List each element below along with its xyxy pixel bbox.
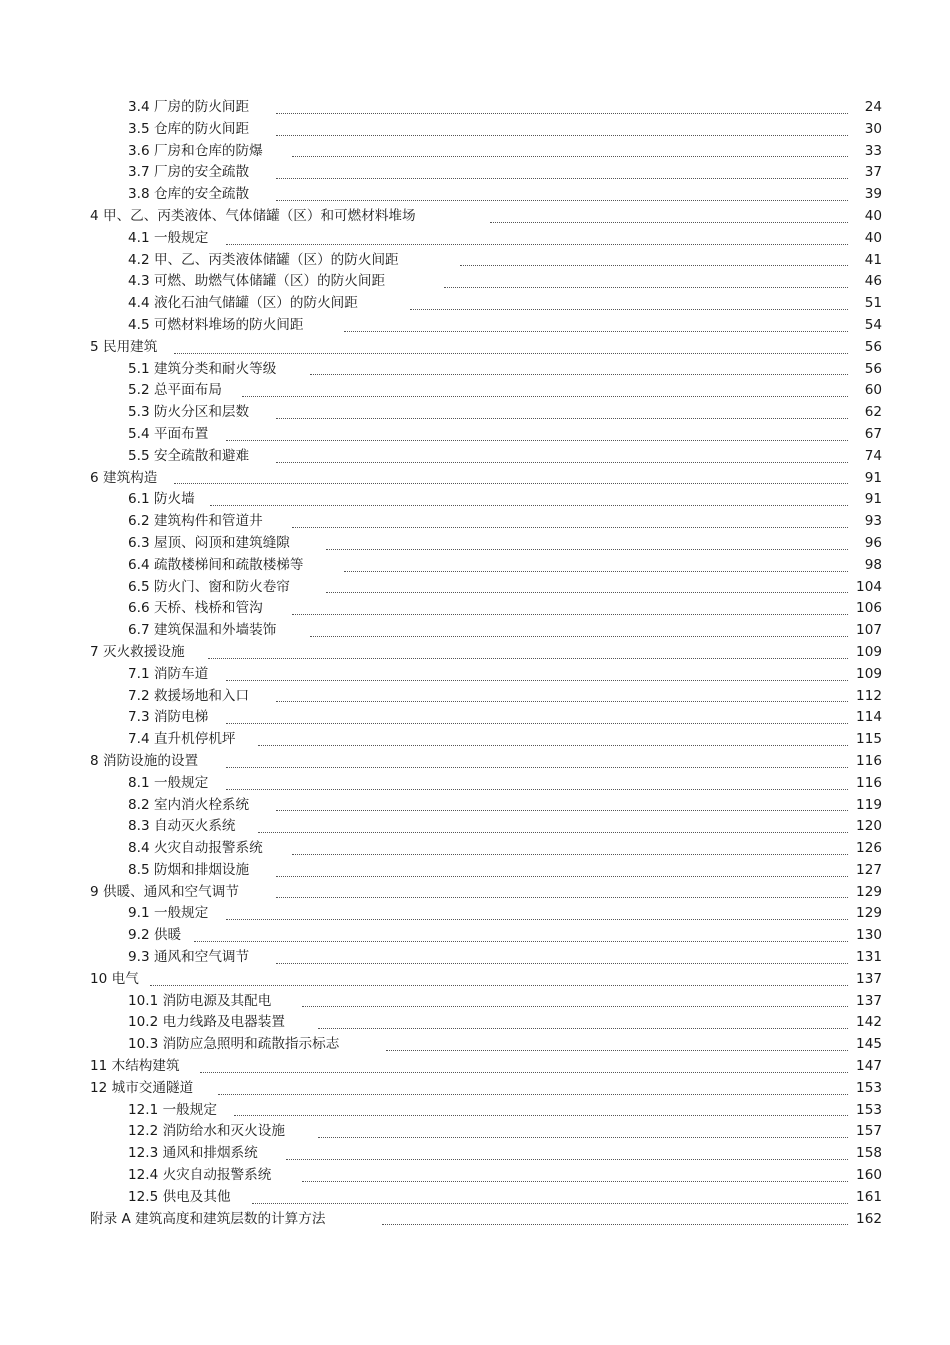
- toc-dot-leader: [292, 592, 848, 615]
- toc-entry-title: 9.1 一般规定: [128, 905, 209, 922]
- toc-page-number: 158: [856, 1145, 882, 1162]
- toc-entry-title: 12.5 供电及其他: [128, 1188, 231, 1205]
- toc-entry-title: 10.3 消防应急照明和疏散指示标志: [128, 1036, 340, 1053]
- toc-dot-leader: [252, 1181, 848, 1204]
- toc-dot-leader: [460, 244, 848, 267]
- toc-entry-title: 10.2 电力线路及电器装置: [128, 1014, 285, 1031]
- toc-entry-title: 6.6 天桥、栈桥和管沟: [128, 600, 263, 617]
- toc-page-number: 126: [856, 840, 882, 857]
- toc-page-number: 129: [856, 905, 882, 922]
- toc-entry-title: 12.4 火灾自动报警系统: [128, 1167, 272, 1184]
- toc-page-number: 60: [864, 382, 882, 399]
- toc-page-number: 119: [856, 796, 882, 813]
- toc-entry-title: 6.4 疏散楼梯间和疏散楼梯等: [128, 556, 304, 573]
- toc-entry-title: 11 木结构建筑: [90, 1058, 180, 1075]
- toc-entry-title: 7.3 消防电梯: [128, 709, 209, 726]
- toc-page-number: 37: [864, 164, 882, 181]
- toc-page-number: 137: [856, 992, 882, 1009]
- toc-entry-title: 6 建筑构造: [90, 469, 158, 486]
- toc-entry-title: 5.1 建筑分类和耐火等级: [128, 360, 277, 377]
- toc-page-number: 33: [864, 142, 882, 159]
- toc-dot-leader: [444, 265, 848, 288]
- toc-dot-leader: [382, 1203, 848, 1226]
- toc-entry-title: 4.1 一般规定: [128, 229, 209, 246]
- toc-page-number: 114: [856, 709, 882, 726]
- toc-entry-title: 9.3 通风和空气调节: [128, 949, 250, 966]
- toc-dot-leader: [302, 1159, 848, 1182]
- toc-dot-leader: [310, 353, 848, 376]
- toc-dot-leader: [226, 897, 848, 920]
- toc-dot-leader: [276, 941, 848, 964]
- toc-page-number: 116: [856, 752, 882, 769]
- toc-page-number: 46: [864, 273, 882, 290]
- toc-page-number: 109: [856, 643, 882, 660]
- toc-entry-title: 12 城市交通隧道: [90, 1079, 194, 1096]
- toc-entry-title: 8.2 室内消火栓系统: [128, 796, 250, 813]
- toc-dot-leader: [292, 135, 848, 158]
- toc-dot-leader: [194, 919, 848, 942]
- toc-dot-leader: [490, 200, 848, 223]
- toc-entry-title: 5.5 安全疏散和避难: [128, 447, 250, 464]
- toc-dot-leader: [174, 331, 848, 354]
- toc-dot-leader: [276, 91, 848, 114]
- toc-dot-leader: [234, 1094, 848, 1117]
- toc-dot-leader: [292, 832, 848, 855]
- toc-dot-leader: [276, 680, 848, 703]
- toc-entry-title: 7.2 救援场地和入口: [128, 687, 250, 704]
- toc-page-number: 96: [864, 534, 882, 551]
- toc-dot-leader: [386, 1028, 848, 1051]
- toc-entry-title: 7 灭火救援设施: [90, 643, 185, 660]
- toc-page-number: 109: [856, 665, 882, 682]
- toc-page-number: 116: [856, 774, 882, 791]
- toc-page-number: 54: [864, 316, 882, 333]
- toc-dot-leader: [292, 505, 848, 528]
- toc-page-number: 40: [864, 207, 882, 224]
- toc-dot-leader: [226, 658, 848, 681]
- toc-page-number: 127: [856, 861, 882, 878]
- toc-page-number: 153: [856, 1101, 882, 1118]
- toc-page-number: 56: [864, 360, 882, 377]
- toc-page-number: 162: [856, 1210, 882, 1227]
- toc-page-number: 91: [864, 491, 882, 508]
- toc-dot-leader: [318, 1006, 848, 1029]
- toc-entry-title: 8.4 火灾自动报警系统: [128, 840, 263, 857]
- toc-dot-leader: [276, 789, 848, 812]
- toc-entry-title: 3.4 厂房的防火间距: [128, 99, 250, 115]
- toc-entry-title: 4.2 甲、乙、丙类液体储罐（区）的防火间距: [128, 251, 399, 268]
- toc-page-number: 41: [864, 251, 882, 268]
- toc-dot-leader: [242, 374, 848, 397]
- toc-dot-leader: [310, 614, 848, 637]
- toc-entry-title: 8.5 防烟和排烟设施: [128, 861, 250, 878]
- toc-page-number: 120: [856, 818, 882, 835]
- toc-page-number: 93: [864, 513, 882, 530]
- toc-entry-title: 3.7 厂房的安全疏散: [128, 164, 250, 181]
- toc-entry-title: 7.4 直升机停机坪: [128, 731, 236, 748]
- toc-dot-leader: [226, 701, 848, 724]
- toc-page-number: 137: [856, 970, 882, 987]
- toc-page-number: 153: [856, 1079, 882, 1096]
- toc-page-number: 147: [856, 1058, 882, 1075]
- toc-entry-title: 3.6 厂房和仓库的防爆: [128, 142, 263, 159]
- toc-dot-leader: [226, 418, 848, 441]
- toc-entry-title: 10 电气: [90, 970, 139, 987]
- toc-page-number: 40: [864, 229, 882, 246]
- toc-dot-leader: [258, 810, 848, 833]
- toc-dot-leader: [226, 222, 848, 245]
- toc-entry-title: 6.3 屋顶、闷顶和建筑缝隙: [128, 534, 290, 551]
- toc-page-number: 131: [856, 949, 882, 966]
- toc-entry-title: 5.2 总平面布局: [128, 382, 222, 399]
- toc-entry-title: 4 甲、乙、丙类液体、气体储罐（区）和可燃材料堆场: [90, 207, 416, 224]
- toc-page-number: 30: [864, 120, 882, 137]
- toc-dot-leader: [218, 1072, 848, 1095]
- toc-chapter-entry[interactable]: [0, 1209, 950, 1231]
- toc-entry-title: 6.7 建筑保温和外墙装饰: [128, 622, 277, 639]
- toc-entry-title: 8.3 自动灭火系统: [128, 818, 236, 835]
- toc-dot-leader: [276, 854, 848, 877]
- toc-dot-leader: [226, 767, 848, 790]
- toc-page-number: 106: [856, 600, 882, 617]
- toc-page-number: 107: [856, 622, 882, 639]
- toc-dot-leader: [208, 636, 848, 659]
- toc-dot-leader: [410, 287, 848, 310]
- toc-dot-leader: [344, 549, 848, 572]
- toc-dot-leader: [276, 113, 848, 136]
- toc-entry-title: 6.2 建筑构件和管道井: [128, 513, 263, 530]
- toc-entry-title: 9.2 供暖: [128, 927, 182, 944]
- toc-dot-leader: [276, 396, 848, 419]
- toc-entry-title: 10.1 消防电源及其配电: [128, 992, 272, 1009]
- toc-dot-leader: [210, 483, 848, 506]
- toc-dot-leader: [326, 527, 848, 550]
- toc-page-number: 115: [856, 731, 882, 748]
- toc-dot-leader: [226, 745, 848, 768]
- toc-dot-leader: [150, 963, 848, 986]
- toc-entry-title: 7.1 消防车道: [128, 665, 209, 682]
- toc-page-number: 24: [864, 99, 882, 115]
- toc-page-number: 56: [864, 338, 882, 355]
- toc-page-number: 160: [856, 1167, 882, 1184]
- toc-page-number: 145: [856, 1036, 882, 1053]
- toc-page-number: 112: [856, 687, 882, 704]
- toc-entry-title: 5.4 平面布置: [128, 425, 209, 442]
- toc-entry-title: 12.3 通风和排烟系统: [128, 1145, 258, 1162]
- toc-entry-title: 4.4 液化石油气储罐（区）的防火间距: [128, 295, 358, 312]
- toc-entry-title: 5.3 防火分区和层数: [128, 404, 250, 421]
- table-of-contents: [0, 97, 950, 1230]
- toc-entry-title: 8 消防设施的设置: [90, 752, 199, 769]
- toc-page-number: 67: [864, 425, 882, 442]
- toc-page-number: 130: [856, 927, 882, 944]
- toc-dot-leader: [276, 440, 848, 463]
- toc-dot-leader: [200, 1050, 848, 1073]
- toc-page-number: 91: [864, 469, 882, 486]
- toc-entry-title: 4.3 可燃、助燃气体储罐（区）的防火间距: [128, 273, 386, 290]
- toc-dot-leader: [318, 1115, 848, 1138]
- toc-entry-title: 附录 A 建筑高度和建筑层数的计算方法: [90, 1210, 326, 1227]
- toc-page-number: 104: [856, 578, 882, 595]
- toc-entry-title: 6.1 防火墙: [128, 491, 195, 508]
- toc-entry-title: 12.1 一般规定: [128, 1101, 217, 1118]
- toc-dot-leader: [276, 156, 848, 179]
- toc-entry-title: 3.8 仓库的安全疏散: [128, 186, 250, 203]
- toc-page-number: 161: [856, 1188, 882, 1205]
- toc-page-number: 98: [864, 556, 882, 573]
- toc-entry-title: 9 供暖、通风和空气调节: [90, 883, 239, 900]
- toc-page-number: 129: [856, 883, 882, 900]
- toc-dot-leader: [258, 723, 848, 746]
- toc-entry-title: 8.1 一般规定: [128, 774, 209, 791]
- toc-entry-title: 5 民用建筑: [90, 338, 158, 355]
- toc-page-number: 62: [864, 404, 882, 421]
- toc-entry-title: 6.5 防火门、窗和防火卷帘: [128, 578, 290, 595]
- toc-page-number: 51: [864, 295, 882, 312]
- toc-dot-leader: [344, 309, 848, 332]
- toc-dot-leader: [326, 571, 848, 594]
- toc-entry-title: 4.5 可燃材料堆场的防火间距: [128, 316, 304, 333]
- toc-page-number: 39: [864, 186, 882, 203]
- toc-dot-leader: [286, 1137, 848, 1160]
- toc-entry-title: 3.5 仓库的防火间距: [128, 120, 250, 137]
- toc-entry-title: 12.2 消防给水和灭火设施: [128, 1123, 285, 1140]
- toc-dot-leader: [276, 876, 848, 899]
- toc-dot-leader: [302, 985, 848, 1008]
- toc-dot-leader: [276, 178, 848, 201]
- toc-page-number: 142: [856, 1014, 882, 1031]
- toc-page-number: 157: [856, 1123, 882, 1140]
- toc-dot-leader: [174, 462, 848, 485]
- toc-page-number: 74: [864, 447, 882, 464]
